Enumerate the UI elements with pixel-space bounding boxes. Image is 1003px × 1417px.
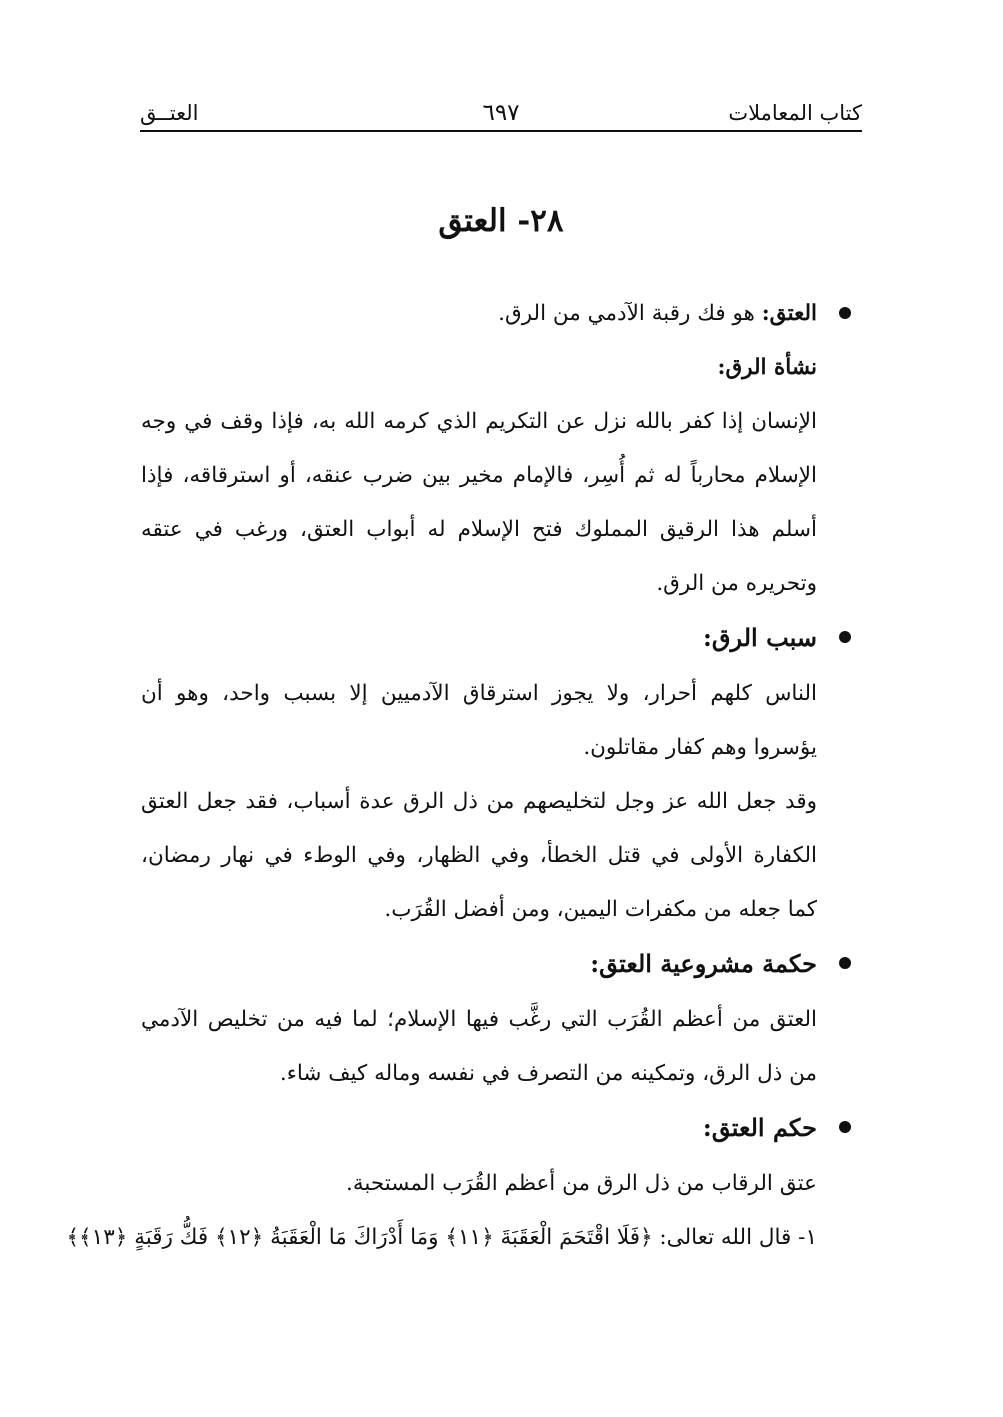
- running-header: [140, 96, 862, 132]
- paragraph-line: من ذل الرق، وتمكينه من التصرف في نفسه وماله كيف شاء.: [279, 1061, 817, 1086]
- ruling-heading: حكم العتق:: [702, 1113, 817, 1142]
- paragraph-line: عتق الرقاب من ذل الرق من أعظم القُرَب المستحبة.: [345, 1171, 817, 1196]
- bullet-icon: [839, 307, 851, 319]
- ruling-heading-line: [141, 1101, 817, 1157]
- cause-heading-line: [141, 611, 817, 667]
- paragraph-line: أسلم هذا الرقيق المملوك فتح الإسلام له أبواب العتق، ورغب في عتقه: [141, 517, 817, 542]
- header-rule: [140, 130, 862, 132]
- bullet-icon: [839, 631, 851, 643]
- page-number: ٦٩٧: [482, 100, 520, 126]
- paragraph-line: الناس كلهم أحرار، ولا يجوز استرقاق الآدميين إلا بسبب واحد، وهو أن: [141, 681, 817, 706]
- paragraph-line: العتق من أعظم القُرَب التي رغَّب فيها الإسلام؛ لما فيه من تخليص الآدمي: [141, 1007, 817, 1032]
- definition-text: هو فك رقبة الآدمي من الرق.: [498, 301, 762, 326]
- definition-term: العتق:: [761, 301, 817, 326]
- paragraph-line: الإسلام محارباً له ثم أُسِر، فالإمام مخير بين ضرب عنقه، أو استرقاقه، فإذا: [141, 463, 817, 488]
- evidence-prefix: ١- قال الله تعالى:: [652, 1225, 817, 1250]
- origin-heading: نشأة الرق:: [717, 355, 817, 380]
- chapter-short-title: العتــق: [140, 101, 199, 125]
- page-body: [66, 287, 817, 1265]
- bullet-icon: [839, 1121, 851, 1133]
- paragraph-line: وتحريره من الرق.: [656, 571, 817, 596]
- paragraph-line: كما جعله من مكفرات اليمين، ومن أفضل القُرَب.: [384, 897, 817, 922]
- paragraph-line: وقد جعل الله عز وجل لتخليصهم من ذل الرق عدة أسباب، فقد جعل العتق: [141, 789, 817, 814]
- book-title: كتاب المعاملات: [728, 101, 862, 125]
- quran-verse: ﴿فَلَا اقْتَحَمَ الْعَقَبَةَ ﴿١١﴾ وَمَا أَدْرَاكَ مَا الْعَقَبَةُ ﴿١٢﴾ فَكُّ رَقَبَةٍ ﴿١٣﴾﴾: [66, 1225, 653, 1250]
- cause-heading: سبب الرق:: [703, 623, 817, 652]
- evidence-line: [66, 1211, 817, 1265]
- paragraph-line: الكفارة الأولى في قتل الخطأ، وفي الظهار، وفي الوطء في نهار رمضان،: [141, 843, 817, 868]
- bullet-icon: [839, 957, 851, 969]
- definition-line: [141, 287, 817, 341]
- chapter-title: ٢٨- العتق: [438, 203, 564, 239]
- wisdom-heading: حكمة مشروعية العتق:: [590, 949, 817, 978]
- wisdom-heading-line: [141, 937, 817, 993]
- paragraph-line: الإنسان إذا كفر بالله نزل عن التكريم الذي كرمه الله به، فإذا وقف في وجه: [141, 409, 817, 434]
- paragraph-line: يؤسروا وهم كفار مقاتلون.: [583, 735, 817, 760]
